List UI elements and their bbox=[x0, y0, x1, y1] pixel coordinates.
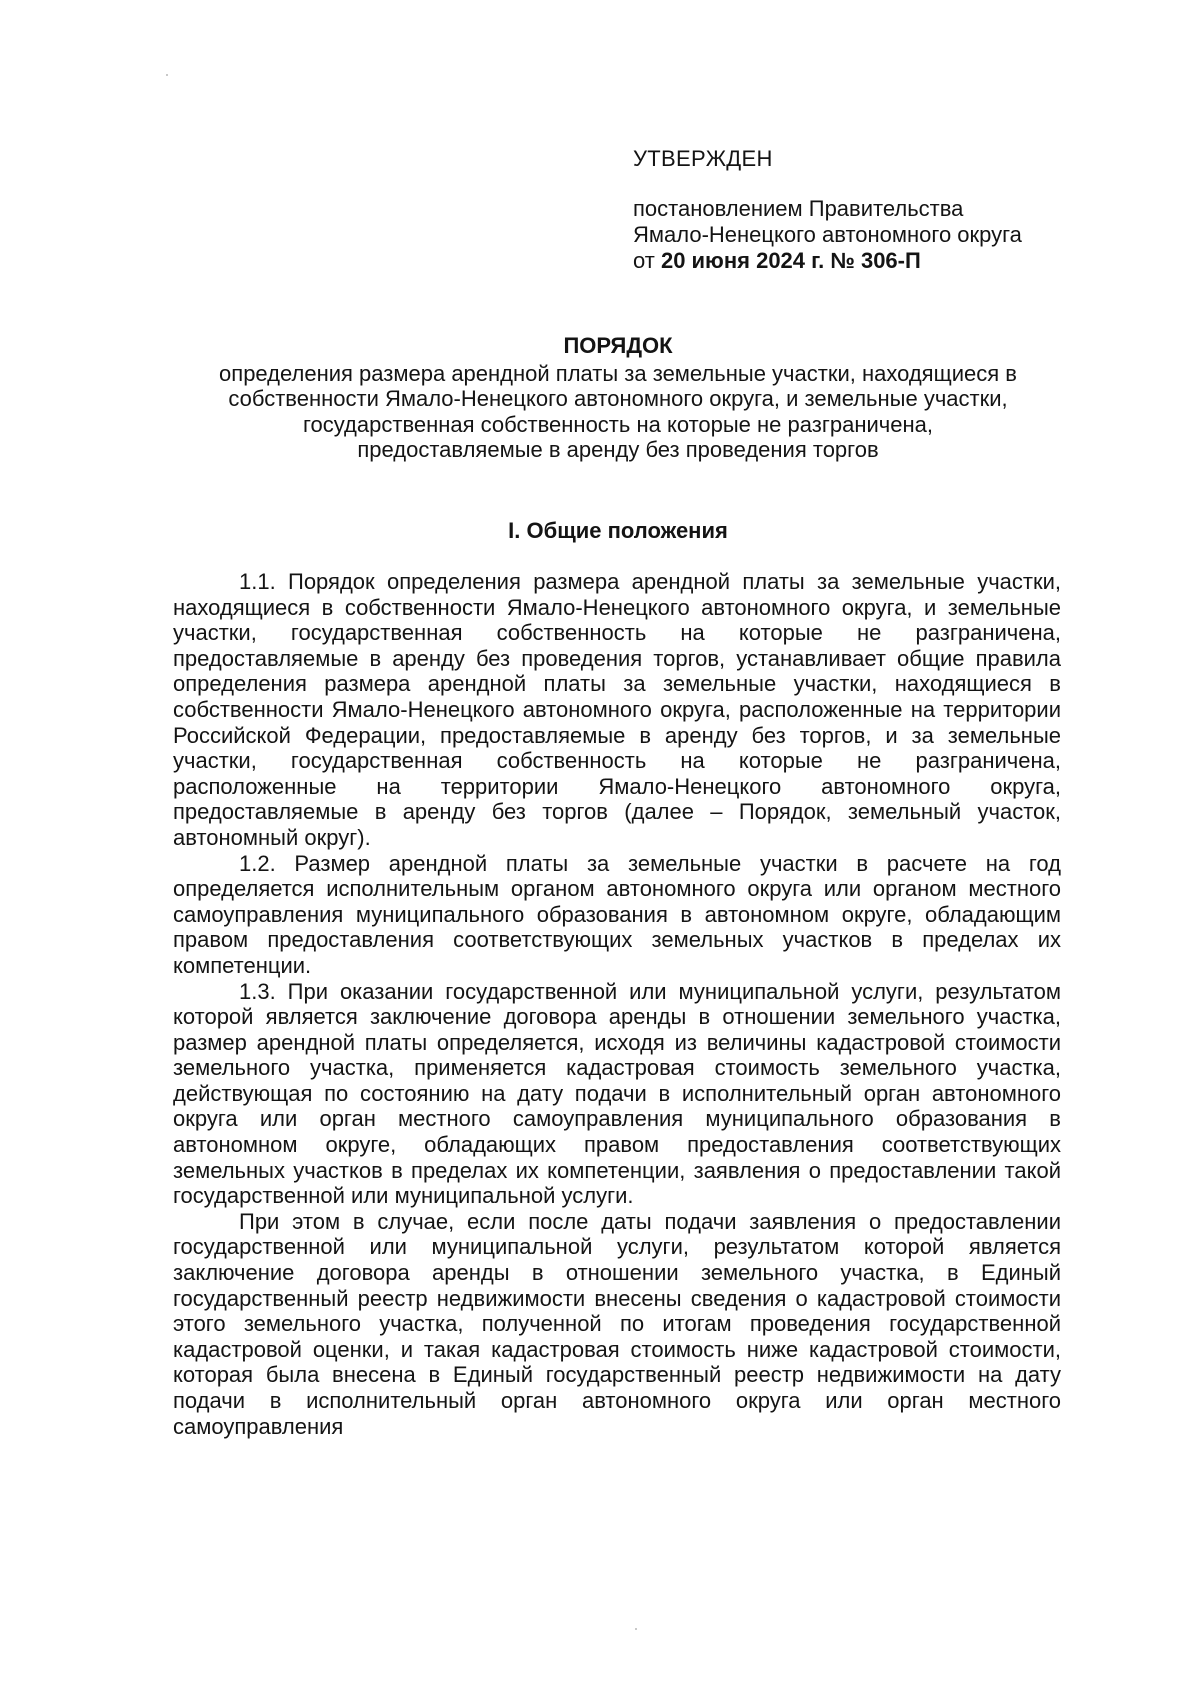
approval-line-2: Ямало-Ненецкого автономного округа bbox=[633, 222, 1022, 247]
document-title bbox=[172, 333, 1064, 463]
subtitle-line: собственности Ямало-Ненецкого автономного округа, и земельные участки, bbox=[228, 386, 1008, 411]
paragraph-1-1: 1.1. Порядок определения размера арендной платы за земельные участки, находящиеся в собственности Ямало-Ненецкого автономного округа, и земельные участки, государственная собственность на которые не разграничена, предоставляемые в аренду без проведения торгов, устанавливает общие правила определения размера арендной платы за земельные участки, находящиеся в собственности Ямало-Ненецкого автономного округа, расположенные на территории Российской Федерации, предоставляемые в аренду без торгов, и за земельные участки, государственная собственность на которые не разграничена, расположенные на территории Ямало-Ненецкого автономного округа, предоставляемые в аренду без торгов (далее – Порядок, земельный участок, автономный округ). bbox=[173, 569, 1061, 850]
paragraph-1-3-continuation: При этом в случае, если после даты подачи заявления о предоставлении государственной или муниципальной услуги, результатом которой является заключение договора аренды в отношении земельного участка, в Единый государственный реестр недвижимости внесены сведения о кадастровой стоимости этого земельного участка, полученной по итогам проведения государственной кадастровой оценки, и такая кадастровая стоимость ниже кадастровой стоимости, которая была внесена в Единый государственный реестр недвижимости на дату подачи в исполнительный орган автономного округа или орган местного самоуправления bbox=[173, 1208, 1061, 1439]
scan-artifact bbox=[166, 74, 168, 76]
paragraph-1-2: 1.2. Размер арендной платы за земельные участки в расчете на год определяется исполнительным органом автономного округа или органом местного самоуправления муниципального образования в автономном округе, обладающим правом предоставления соответствующих земельных участков в пределах их компетенции. bbox=[173, 850, 1061, 978]
subtitle-line: определения размера арендной платы за земельные участки, находящиеся в bbox=[219, 360, 1017, 386]
approval-line-1: постановлением Правительства bbox=[633, 196, 964, 221]
approval-stamp: УТВЕРЖДЕН bbox=[633, 146, 773, 171]
section-heading: I. Общие положения bbox=[508, 518, 728, 543]
approval-date-value: 20 июня 2024 г. № 306-П bbox=[660, 248, 921, 273]
approval-date-line bbox=[633, 248, 1103, 274]
document-kind: ПОРЯДОК bbox=[563, 333, 673, 358]
subtitle-line: предоставляемые в аренду без проведения торгов bbox=[357, 437, 879, 462]
paragraph-1-3: 1.3. При оказании государственной или муниципальной услуги, результатом которой является заключение договора аренды в отношении земельного участка, размер арендной платы определяется, исходя из величины кадастровой стоимости земельного участка, применяется кадастровая стоимость земельного участка, действующая по состоянию на дату подачи в исполнительный орган автономного округа или орган местного самоуправления муниципального образования в автономном округе, обладающих правом предоставления соответствующих земельных участков в пределах их компетенции, заявления о предоставлении такой государственной или муниципальной услуги. bbox=[173, 978, 1061, 1209]
approval-block bbox=[633, 146, 1103, 274]
scan-artifact bbox=[635, 1628, 637, 1630]
document-body bbox=[173, 569, 1061, 1439]
approval-date-prefix: от bbox=[633, 248, 655, 273]
subtitle-line: государственная собственность на которые не разграничена, bbox=[303, 411, 933, 437]
